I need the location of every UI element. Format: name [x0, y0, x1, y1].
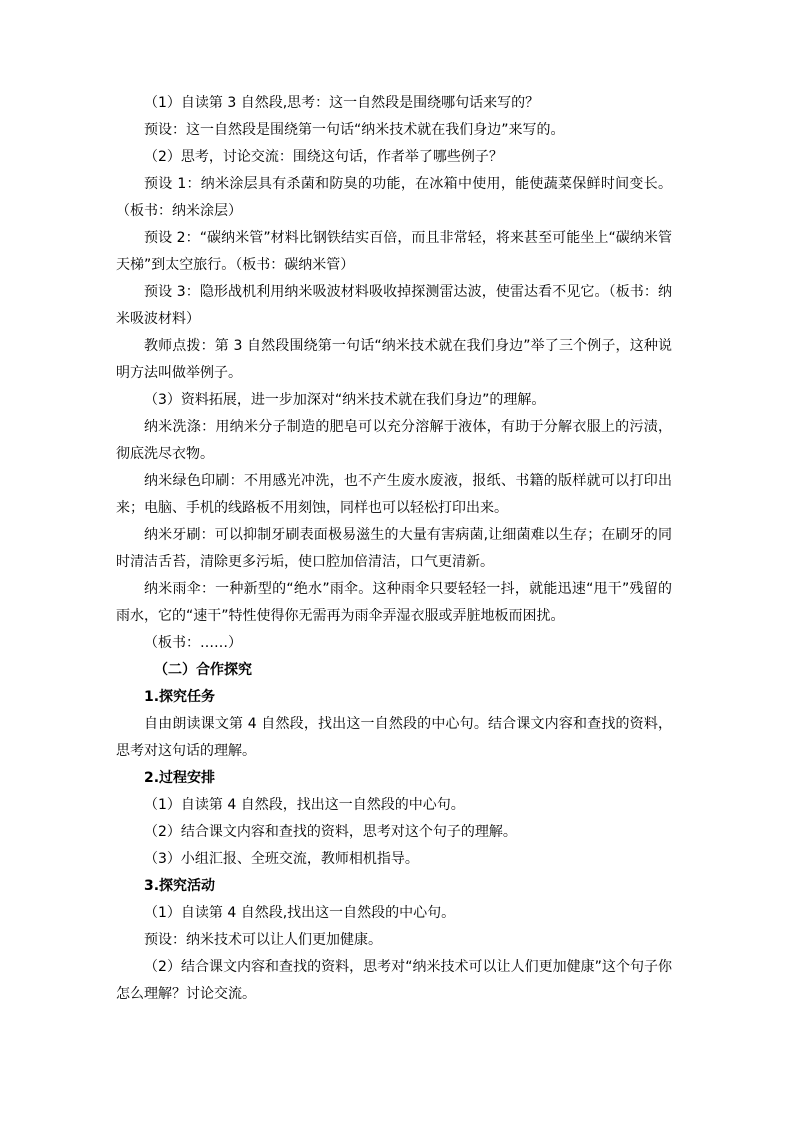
paragraph: 预设：这一自然段是围绕第一句话“纳米技术就在我们身边”来写的。 — [144, 122, 565, 138]
paragraph: （1）自读第 4 自然段,找出这一自然段的中心句。 — [144, 905, 456, 921]
paragraph: 纳米雨伞：一种新型的“绝水”雨伞。这种雨伞只要轻轻一抖，就能迅速“甩干”残留的雨水，它的“速干”特性使得你无需再为雨伞弄湿衣服或弄脏地板而困扰。 — [116, 581, 672, 624]
section-heading: （二）合作探究 — [154, 662, 252, 678]
paragraph: 预设：纳米技术可以让人们更加健康。 — [144, 932, 382, 948]
subsection-heading: 2.过程安排 — [144, 770, 216, 786]
paragraph: （2）结合课文内容和查找的资料，思考对“纳米技术可以让人们更加健康”这个句子你怎么理解？讨论交流。 — [116, 959, 672, 1002]
paragraph: 纳米绿色印刷：不用感光冲洗，也不产生废水废液，报纸、书籍的版样就可以打印出来；电脑、手机的线路板不用刻蚀，同样也可以轻松打印出来。 — [116, 473, 672, 516]
paragraph: 纳米洗涤：用纳米分子制造的肥皂可以充分溶解于液体，有助于分解衣服上的污渍，彻底洗尽衣物。 — [116, 419, 672, 462]
paragraph: 教师点拨：第 3 自然段围绕第一句话“纳米技术就在我们身边”举了三个例子，这种说明方法叫做举例子。 — [116, 338, 672, 381]
paragraph: （1）自读第 3 自然段,思考：这一自然段是围绕哪句话来写的？ — [144, 95, 540, 111]
paragraph: 自由朗读课文第 4 自然段，找出这一自然段的中心句。结合课文内容和查找的资料，思考对这句话的理解。 — [116, 716, 672, 759]
document-body — [116, 90, 672, 1008]
paragraph: 预设 3：隐形战机利用纳米吸波材料吸收掉探测雷达波，使雷达看不见它。（板书：纳米吸波材料） — [116, 284, 672, 327]
subsection-heading: 3.探究活动 — [144, 878, 216, 894]
paragraph: 纳米牙刷：可以抑制牙刷表面极易滋生的大量有害病菌,让细菌难以生存；在刷牙的同时清洁舌苔，清除更多污垢，使口腔加倍清洁，口气更清新。 — [116, 527, 672, 570]
paragraph: （1）自读第 4 自然段，找出这一自然段的中心句。 — [144, 797, 465, 813]
paragraph: （2）思考，讨论交流：围绕这句话，作者举了哪些例子？ — [144, 149, 503, 165]
paragraph: （2）结合课文内容和查找的资料，思考对这个句子的理解。 — [144, 824, 517, 840]
paragraph: （3）资料拓展，进一步加深对“纳米技术就在我们身边”的理解。 — [144, 392, 546, 408]
subsection-heading: 1.探究任务 — [144, 689, 216, 705]
paragraph: 预设 1：纳米涂层具有杀菌和防臭的功能，在冰箱中使用，能使蔬菜保鲜时间变长。（板书：纳米涂层） — [116, 176, 672, 219]
paragraph: 预设 2：“碳纳米管”材料比钢铁结实百倍，而且非常轻，将来甚至可能坐上“碳纳米管天梯”到太空旅行。（板书：碳纳米管） — [116, 230, 672, 273]
paragraph: （板书：……） — [144, 635, 242, 651]
paragraph: （3）小组汇报、全班交流，教师相机指导。 — [144, 851, 419, 867]
